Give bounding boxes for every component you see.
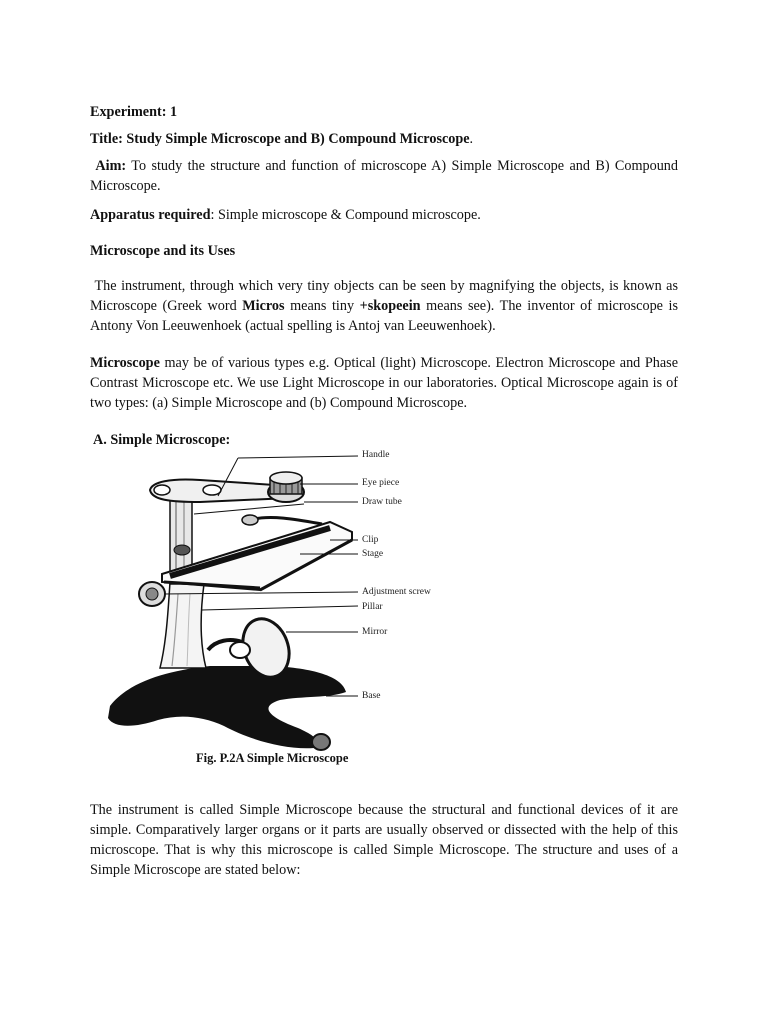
label-draw-tube: Draw tube [362, 497, 402, 507]
microscope-illustration [90, 444, 510, 774]
label-eye-piece: Eye piece [362, 478, 400, 488]
title-text: Study Simple Microscope and B) Compound Microscope [126, 131, 470, 147]
para1-text-1: The instrument, through which very tiny objects can be seen by magnifying the objects, is known as Microscope (Greek word [90, 278, 679, 314]
label-stage: Stage [362, 549, 384, 559]
label-mirror: Mirror [362, 627, 388, 637]
uses-paragraph [90, 276, 678, 336]
label-adjustment-screw: Adjustment screw [362, 587, 431, 597]
apparatus-label: Apparatus required [90, 207, 211, 223]
para1-text-3: means see). The inventor of microscope is Antony Von Leeuwenhoek (actual spelling is Antoj van Leeuwenhoek). [90, 298, 678, 334]
aim-text: To study the structure and function of microscope A) Simple Microscope and B) Compound Microscope. [90, 158, 678, 194]
label-clip: Clip [362, 535, 379, 545]
experiment-heading: Experiment: 1 [90, 104, 178, 120]
label-pillar: Pillar [362, 602, 383, 612]
simple-microscope-paragraph: The instrument is called Simple Microscope because the structural and functional devices of it are simple. Comparatively larger organs or it parts are usually observed or dissected with the help of this microscope. That is why this microscope is called Simple Microscope. The structure and uses of a Simple Microscope are stated below: [90, 802, 678, 878]
aim-label: Aim: [95, 158, 127, 174]
simple-microscope-figure [90, 444, 510, 774]
para1-bold-micros: Micros [242, 298, 285, 314]
section-heading: Microscope and its Uses [90, 243, 236, 259]
para2-bold-microscope: Microscope [90, 355, 160, 371]
title-label: Title: [90, 131, 123, 147]
label-handle: Handle [362, 450, 390, 460]
para1-bold-skopeein: +skopeein [359, 298, 421, 314]
apparatus-text: : Simple microscope & Compound microscope. [210, 207, 481, 223]
label-base: Base [362, 691, 381, 701]
apparatus-line [90, 205, 678, 225]
title-line [90, 129, 678, 149]
title-end: . [469, 131, 474, 147]
types-paragraph [90, 353, 678, 413]
aim-paragraph [90, 156, 678, 196]
figure-caption: Fig. P.2A Simple Microscope [196, 751, 349, 765]
para1-text-2: means tiny [284, 298, 360, 314]
para2-text: may be of various types e.g. Optical (light) Microscope. Electron Microscope and Phase Contrast Microscope etc. We use Light Microscope in our laboratories. Optical Microscope again is of two types: (a) Simple Microscope and (b) Compound Microscope. [90, 355, 678, 411]
subheading-simple-microscope: A. Simple Microscope: [93, 432, 231, 448]
document-page [90, 0, 678, 1024]
